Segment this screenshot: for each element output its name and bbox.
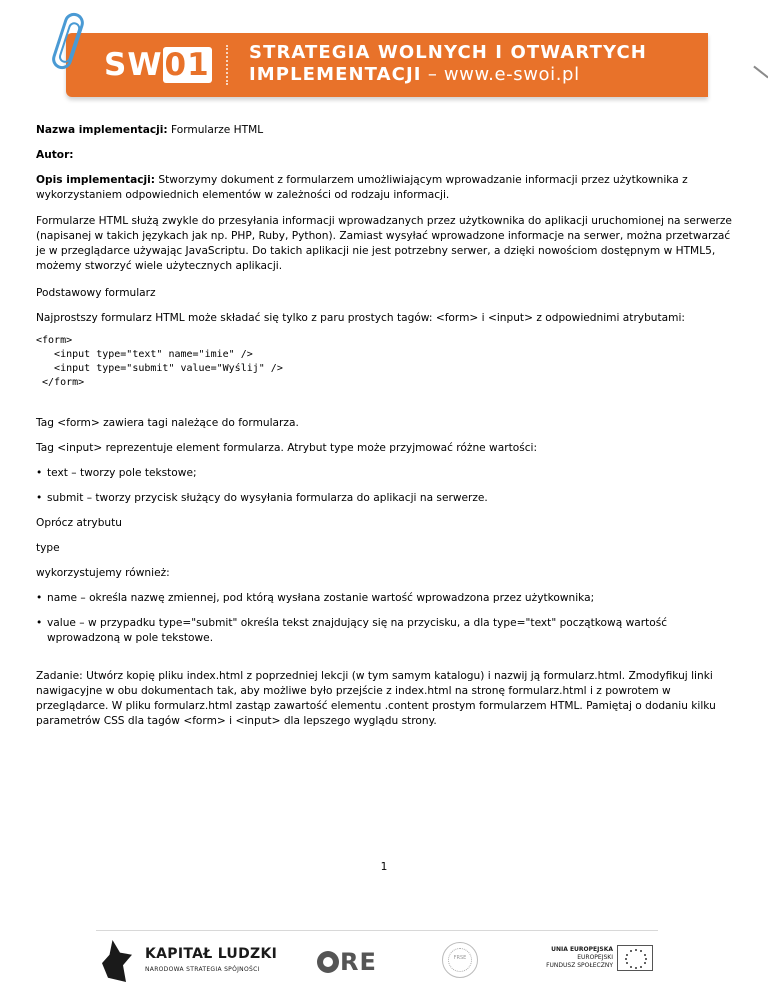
author-label: Autor: bbox=[36, 149, 74, 161]
star-icon bbox=[635, 967, 637, 969]
star-icon bbox=[626, 954, 628, 956]
impl-name-value: Formularze HTML bbox=[167, 124, 264, 136]
footer-divider bbox=[96, 930, 658, 931]
star-icon bbox=[645, 958, 647, 960]
pin-icon bbox=[753, 66, 768, 79]
star-icon bbox=[626, 962, 628, 964]
kapital-ludzki-title: KAPITAŁ LUDZKI bbox=[145, 946, 278, 962]
list-item bbox=[36, 616, 736, 646]
logo-letters: SW bbox=[104, 47, 163, 83]
list-item bbox=[36, 466, 736, 481]
task-paragraph: Zadanie: Utwórz kopię pliku index.html z poprzedniej lekcji (w tym samym katalogu) i nazwij ją formularz.html. Zmodyfikuj linki nawigacyjne w obu dokumentach tak, aby możliwe było przejście z index.html na stronę formularz.html i z powrotem w przeglądarce. W pliku formularz.html zastąp zawartość elementu .content prostym formularzem HTML. Pamiętaj o dodaniu kilku parametrów CSS dla tagów <form> i <input> dla lepszego wyglądu strony. bbox=[36, 670, 716, 727]
header-banner bbox=[66, 33, 708, 97]
list-item-text: name – określa nazwę zmiennej, pod którą wysłana zostanie wartość wprowadzona przez użytkownika; bbox=[47, 592, 595, 604]
kapital-ludzki-subtitle: NARODOWA STRATEGIA SPÓJNOŚCI bbox=[145, 966, 260, 973]
eu-line1: UNIA EUROPEJSKA bbox=[551, 946, 613, 953]
form-tag-paragraph: Tag <form> zawiera tagi należące do formularza. bbox=[36, 417, 299, 429]
code-block: <form> <input type="text" name="imie" /> <input type="submit" value="Wyślij" /> </form> bbox=[36, 335, 283, 388]
eu-line3: FUNDUSZ SPOŁECZNY bbox=[546, 962, 613, 969]
logo-digits: 01 bbox=[164, 47, 210, 83]
star-icon bbox=[640, 950, 642, 952]
star-icon bbox=[630, 950, 632, 952]
bullet-icon: • bbox=[36, 592, 43, 604]
we-use-paragraph: wykorzystujemy również: bbox=[36, 567, 170, 579]
eu-text-block bbox=[541, 946, 613, 970]
page-number: 1 bbox=[380, 861, 388, 873]
impl-desc-label: Opis implementacji: bbox=[36, 174, 156, 186]
besides-paragraph: Oprócz atrybutu bbox=[36, 517, 122, 529]
impl-desc-value: Stworzymy dokument z formularzem umożliwiającym wprowadzanie informacji przez użytkownika z wykorzystaniem odpowiednich elementów w zależności od rodzaju informacji. bbox=[36, 174, 688, 201]
intro-paragraph: Formularze HTML służą zwykle do przesyłania informacji wprowadzanych przez użytkownika do aplikacji uruchomionej na serwerze (napisanej w takich językach jak np. PHP, Ruby, Python). Zamiast wysyłać wprowadzone informacje na serwer, można przetwarzać je w przeglądarce używając JavaScriptu. Do takich aplikacji nie jest potrzebny serwer, a dzięki nowościom dostępnym w HTML5, możemy stworzyć wiele użytecznych aplikacji. bbox=[36, 215, 732, 272]
input-tag-paragraph: Tag <input> reprezentuje element formularza. Atrybut type może przyjmować różne wartości: bbox=[36, 442, 538, 454]
bullet-icon: • bbox=[36, 617, 43, 629]
bullet-icon: • bbox=[36, 467, 43, 479]
banner-title-line1: STRATEGIA WOLNYCH I OTWARTYCH bbox=[249, 42, 647, 63]
banner-divider bbox=[226, 45, 228, 85]
simplest-form-paragraph: Najprostszy formularz HTML może składać się tylko z paru prostych tagów: <form> i <input> z odpowiednimi atrybutami: bbox=[36, 312, 685, 324]
star-icon bbox=[635, 949, 637, 951]
eu-line2: EUROPEJSKI bbox=[577, 954, 613, 961]
banner-title-dash: – bbox=[421, 64, 444, 85]
list-item bbox=[36, 491, 736, 506]
banner-title-line2 bbox=[249, 64, 647, 86]
eu-flag-icon bbox=[617, 945, 653, 971]
list-item-text: text – tworzy pole tekstowe; bbox=[47, 467, 197, 479]
star-icon bbox=[625, 958, 627, 960]
section-heading: Podstawowy formularz bbox=[36, 287, 156, 299]
list-item-text: value – w przypadku type="submit" określa tekst znajdujący się na przycisku, a dla type="text" początkową wartość wprowadzoną w pole tekstowe. bbox=[47, 617, 668, 644]
impl-name bbox=[36, 123, 736, 138]
star-icon bbox=[644, 962, 646, 964]
list-item-text: submit – tworzy przycisk służący do wysyłania formularza do aplikacji na serwerze. bbox=[47, 492, 488, 504]
swoi-logo bbox=[104, 47, 212, 83]
star-icon bbox=[630, 966, 632, 968]
impl-description bbox=[36, 173, 736, 203]
kapital-ludzki-logo-icon bbox=[102, 940, 132, 982]
star-icon bbox=[640, 966, 642, 968]
type-word: type bbox=[36, 542, 60, 554]
banner-title-impl: IMPLEMENTACJI bbox=[249, 64, 422, 85]
banner-url: www.e-swoi.pl bbox=[443, 64, 580, 85]
bullet-icon: • bbox=[36, 492, 43, 504]
star-icon bbox=[644, 954, 646, 956]
seal-text: FRSE bbox=[453, 955, 467, 961]
ore-logo-icon bbox=[317, 951, 339, 973]
ore-logo-text: RE bbox=[340, 948, 377, 976]
list-item bbox=[36, 591, 736, 606]
banner-title bbox=[249, 42, 647, 86]
impl-name-label: Nazwa implementacji: bbox=[36, 124, 168, 136]
